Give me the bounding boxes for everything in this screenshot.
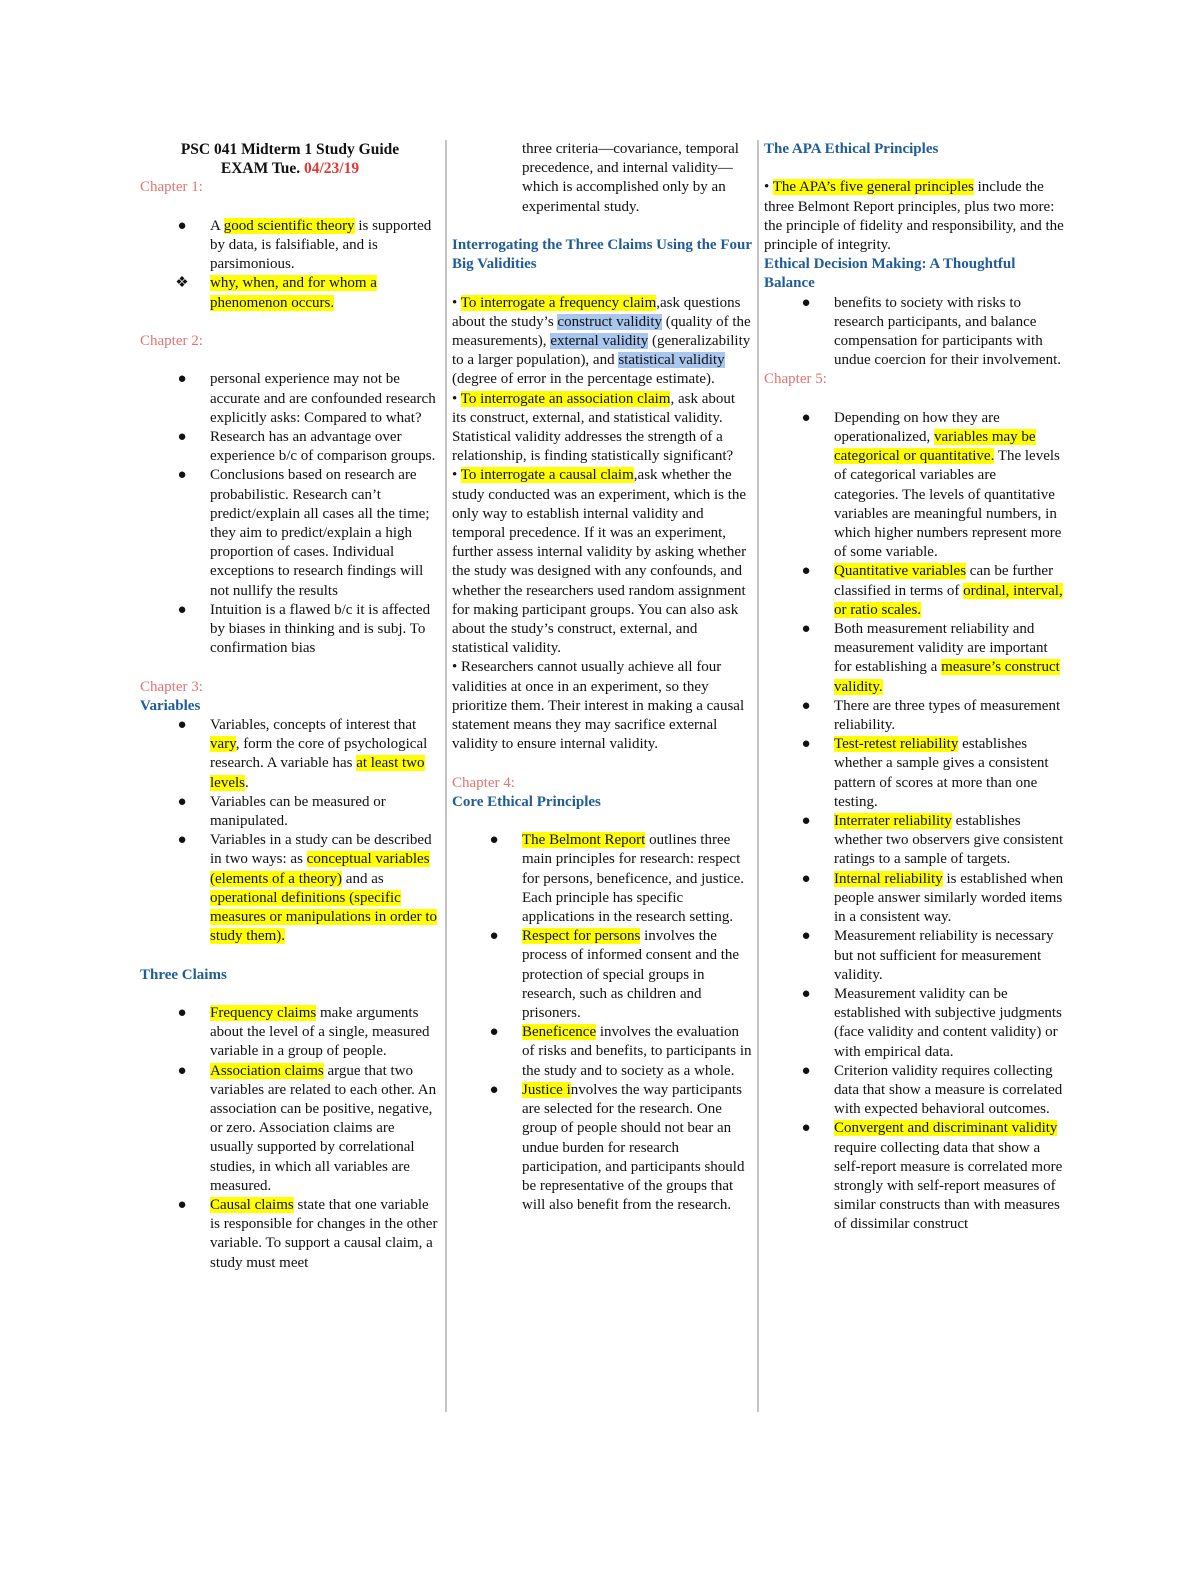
highlighted-text: why, when, and for whom a phenomenon occurs.	[210, 275, 377, 311]
apa-principles-heading: The APA Ethical Principles	[764, 141, 939, 157]
list-item-text	[522, 928, 739, 1021]
highlighted-text: Justice i	[522, 1081, 571, 1098]
list-item-text	[834, 410, 1061, 560]
bullet-icon: ●	[801, 621, 811, 638]
highlighted-text-blue: external validity	[550, 333, 649, 349]
three-claims-heading: Three Claims	[140, 966, 227, 983]
list-item	[140, 716, 440, 793]
body-text: ,ask whether the study conducted was an experiment, which is the only way to establish internal validity and temporal precedence. If it was an experiment, further assess internal validity by asking whether the study was designed with any confounds, and whether the researchers used random assignment for making participant groups. You can also ask about the study’s construct, external, and statistical validity.	[452, 467, 747, 657]
bullet-icon: ●	[801, 736, 811, 753]
body-text: (degree of error in the percentage estimate).	[452, 371, 715, 388]
bullet-icon: ●	[489, 1024, 499, 1041]
body-text: personal experience may not be accurate and are confounded research explicitly asks: Compared to what?	[210, 371, 436, 426]
body-text: •	[452, 467, 461, 484]
list-item-text	[834, 698, 1060, 733]
list-item-text	[210, 794, 386, 829]
body-text: make arguments about the level of a single, measured variable in a group of people.	[210, 1005, 430, 1060]
highlighted-text: Interrater reliability	[834, 813, 952, 830]
highlighted-text: Quantitative variables	[834, 563, 967, 580]
chapter-3-heading: Chapter 3:	[140, 678, 203, 695]
list-item	[764, 409, 1064, 563]
core-ethical-principles-heading: Core Ethical Principles	[452, 793, 601, 810]
ethical-decision-heading: Ethical Decision Making: A Thoughtful Balance	[764, 256, 1016, 292]
bullet-icon: ●	[801, 813, 811, 830]
list-item	[140, 601, 440, 659]
bullet-icon: ●	[177, 371, 187, 388]
bullet-icon: ●	[177, 467, 187, 484]
validities-heading: Interrogating the Three Claims Using the Four Big Validities	[452, 237, 752, 273]
list-item-text	[522, 1082, 744, 1213]
list-item	[452, 831, 752, 927]
column-2	[452, 140, 752, 1215]
list-item-text	[834, 813, 1063, 867]
bullet-icon: ●	[801, 870, 811, 887]
bullet-icon: ●	[177, 1062, 187, 1079]
list-item-text	[522, 832, 744, 925]
list-item	[764, 927, 1064, 985]
list-item	[140, 1062, 440, 1196]
validities-paragraphs	[452, 294, 752, 755]
list-item	[452, 1081, 752, 1215]
list-item-text	[210, 275, 377, 310]
body-text: Both measurement reliability and measurement validity are important for establishing a	[834, 621, 1048, 676]
column-1	[140, 140, 440, 1273]
highlighted-text: Internal reliability	[834, 870, 943, 887]
diamond-bullet-icon: ❖	[175, 275, 189, 292]
highlighted-text-blue: construct validity	[557, 313, 662, 330]
list-item	[764, 697, 1064, 735]
list-item	[764, 985, 1064, 1062]
body-text: (generalizability to a larger population), and	[452, 333, 751, 369]
highlighted-text: conceptual variables (elements of a theory)	[210, 851, 430, 887]
body-text: state that one variable is responsible for changes in the other variable. To support a causal claim, a study must meet	[210, 1197, 438, 1271]
body-text: .	[245, 774, 249, 791]
bullet-icon: ●	[177, 832, 187, 849]
list-item-text	[210, 371, 436, 425]
bullet-icon: ●	[177, 1005, 187, 1022]
chapter-4-heading: Chapter 4:	[452, 774, 515, 791]
list-item	[140, 831, 440, 946]
bullet-icon: ●	[177, 793, 187, 810]
highlighted-text: Convergent and discriminant validity	[834, 1120, 1058, 1137]
chapter-2-list	[140, 370, 440, 658]
body-text: •	[452, 390, 461, 407]
bullet-icon: ●	[801, 928, 811, 945]
exam-line	[140, 159, 440, 178]
list-item	[140, 217, 440, 275]
list-item-text	[210, 832, 437, 944]
page-title: PSC 041 Midterm 1 Study Guide	[180, 141, 400, 158]
list-item	[140, 428, 440, 466]
bullet-icon: ●	[801, 294, 811, 311]
list-item	[764, 620, 1064, 697]
highlighted-text: Association claims	[210, 1062, 324, 1079]
body-text: ,ask questions about the study’s	[452, 294, 741, 330]
body-text: establishes whether a sample gives a consistent pattern of scores at more than one testing.	[834, 736, 1049, 810]
list-item	[764, 562, 1064, 620]
list-item-text	[210, 218, 431, 272]
chapter-2-heading: Chapter 2:	[140, 333, 203, 349]
three-claims-list	[140, 1004, 440, 1273]
highlighted-text: Causal claims	[210, 1197, 294, 1214]
body-text: require collecting data that show a self-report measure is correlated more strongly with self-report measures of similar constructs than with measures of dissimilar construct	[834, 1139, 1063, 1233]
exam-date: 04/23/19	[304, 160, 360, 178]
list-item	[140, 466, 440, 600]
ethical-principles-list	[452, 831, 752, 1215]
list-item	[452, 927, 752, 1023]
list-item-text	[834, 1120, 1062, 1232]
list-item	[764, 1119, 1064, 1234]
body-text: argue that two variables are related to each other. An association can be positive, negative, or zero. Association claims are usually supported by correlational studies, in which all variables are measured.	[210, 1062, 437, 1194]
body-text: Variables, concepts of interest that	[210, 717, 417, 734]
bullet-icon: ●	[801, 563, 811, 580]
body-text: Depending on how they are operationalized,	[834, 409, 1000, 446]
bullet-icon: ●	[801, 985, 811, 1002]
body-text: There are three types of measurement reliability.	[834, 697, 1061, 734]
list-item	[140, 793, 440, 831]
highlighted-text: good scientific theory	[223, 217, 355, 234]
body-text: can be further classified in terms of	[834, 563, 1054, 599]
column-3	[764, 140, 1064, 1235]
list-item-text	[522, 1024, 752, 1078]
list-item-text	[834, 621, 1060, 695]
body-text: Measurement reliability is necessary but not sufficient for measurement validity.	[834, 928, 1054, 983]
paragraph	[452, 466, 752, 658]
highlighted-text: at least two levels	[210, 755, 425, 791]
bullet-icon: ●	[801, 697, 811, 714]
ethical-decision-list	[764, 294, 1064, 371]
body-text: involves the process of informed consent and the protection of special groups in research, such as children and prisoners.	[522, 928, 740, 1022]
body-text: include the three Belmont Report principles, plus two more: the principle of fidelity and responsibility, and the principle of integrity.	[764, 179, 1064, 253]
list-item-text	[834, 295, 1061, 369]
column-divider-2	[757, 140, 759, 1412]
highlighted-text: variables may be categorical or quantitative.	[834, 429, 1036, 465]
paragraph	[452, 294, 752, 390]
list-item	[140, 1196, 440, 1273]
body-text: nvolves the way participants are selected for the research. One group of people should not bear an undue burden for research participation, and participants should be representative of the groups that will also benefit from the research.	[522, 1081, 745, 1214]
bullet-icon: ●	[801, 1062, 811, 1079]
body-text: , form the core of psychological research. A variable has	[210, 736, 428, 772]
bullet-icon: ●	[489, 832, 499, 849]
column-divider-1	[445, 140, 447, 1412]
list-item-text	[210, 429, 435, 464]
chapter-1-heading: Chapter 1:	[140, 179, 203, 196]
list-item-text	[834, 563, 1063, 617]
list-item	[140, 370, 440, 428]
list-item	[764, 870, 1064, 928]
highlighted-text: The APA’s five general principles	[772, 179, 974, 196]
list-item-text	[210, 717, 427, 791]
body-text: •	[452, 294, 461, 311]
list-item-text	[210, 1197, 437, 1271]
highlighted-text: ordinal, interval, or ratio scales.	[834, 582, 1063, 618]
chapter-1-list	[140, 217, 440, 313]
list-item	[764, 294, 1064, 371]
body-text: A	[210, 217, 224, 234]
body-text: Variables in a study can be described in two ways: as	[210, 832, 432, 868]
highlighted-text: The Belmont Report	[522, 832, 646, 849]
bullet-icon: ●	[801, 1120, 811, 1137]
list-item-text	[834, 736, 1049, 810]
body-text: The levels of categorical variables are categories. The levels of quantitative variables are meaningful numbers, in which higher numbers represent more of some variable.	[834, 448, 1062, 561]
body-text: (quality of the measurements),	[452, 313, 751, 349]
list-item-text	[210, 1063, 436, 1194]
body-text: • Researchers cannot usually achieve all four validities at once in an experiment, so they prioritize them. Their interest in making a causal statement means they may sacrifice external validity to ensure internal validity.	[452, 659, 745, 753]
body-text: three criteria—covariance, temporal precedence, and internal validity—which is accomplished only by an experimental study.	[522, 141, 739, 215]
highlighted-text: vary	[210, 736, 236, 753]
body-text: Intuition is a flawed b/c it is affected by biases in thinking and is subj. To confirmation bias	[210, 601, 431, 657]
body-text: Criterion validity requires collecting data that show a measure is correlated with expected behavioral outcomes.	[834, 1062, 1063, 1118]
paragraph	[452, 390, 752, 467]
bullet-icon: ●	[177, 717, 187, 734]
body-text: •	[764, 179, 773, 196]
causal-claim-continuation	[452, 140, 752, 217]
list-item	[452, 1023, 752, 1081]
body-text: Conclusions based on research are probabilistic. Research can’t predict/explain all cases all the time; they aim to predict/explain a high proportion of cases. Individual exceptions to research findings will not nullify the results	[210, 467, 430, 599]
highlighted-text: operational definitions (specific measures or manipulations in order to study them).	[210, 889, 438, 945]
highlighted-text: Beneficence	[522, 1024, 597, 1041]
highlighted-text: To interrogate a frequency claim	[460, 294, 657, 311]
list-item	[764, 735, 1064, 812]
list-item	[140, 274, 440, 312]
list-item-text	[210, 602, 430, 656]
body-text: is established when people answer similarly worded items in a consistent way.	[834, 870, 1064, 926]
body-text: Measurement validity can be established with subjective judgments (face validity and content validity) or with empirical data.	[834, 985, 1062, 1060]
body-text: is supported by data, is falsifiable, and is parsimonious.	[210, 217, 432, 273]
body-text: , ask about its construct, external, and statistical validity. Statistical validity addresses the strength of a relationship, is finding statistically significant?	[452, 390, 736, 465]
highlighted-text: Frequency claims	[210, 1005, 317, 1022]
bullet-icon: ●	[489, 928, 499, 945]
chapter-5-heading: Chapter 5:	[764, 371, 827, 388]
list-item-text	[834, 1063, 1062, 1117]
highlighted-text: Respect for persons	[522, 928, 641, 945]
chapter-5-list	[764, 409, 1064, 1235]
exam-label: EXAM Tue.	[220, 160, 301, 178]
paragraph	[452, 658, 752, 754]
bullet-icon: ●	[489, 1081, 499, 1098]
list-item-text	[210, 467, 430, 598]
body-text: and as	[342, 870, 384, 887]
body-text: outlines three main principles for research: respect for persons, beneficence, and justice. Each principle has specific applications in the research setting.	[522, 832, 744, 926]
body-text: Research has an advantage over experience b/c of comparison groups.	[210, 429, 436, 465]
body-text: involves the evaluation of risks and benefits, to participants in the study and to society as a whole.	[522, 1024, 752, 1079]
highlighted-text: Test-retest reliability	[834, 736, 959, 753]
list-item	[764, 812, 1064, 870]
highlighted-text: To interrogate a causal claim	[460, 467, 634, 484]
body-text: establishes whether two observers give consistent ratings to a sample of targets.	[834, 813, 1064, 868]
list-item-text	[210, 1005, 430, 1059]
bullet-icon: ●	[801, 409, 811, 426]
list-item	[140, 1004, 440, 1062]
variables-heading: Variables	[140, 697, 201, 714]
bullet-icon: ●	[177, 429, 187, 445]
bullet-icon: ●	[177, 601, 187, 618]
list-item	[764, 1062, 1064, 1120]
variables-list	[140, 716, 440, 946]
highlighted-text: To interrogate an association claim	[460, 390, 671, 407]
list-item-text	[834, 986, 1062, 1060]
list-item-text	[834, 928, 1054, 982]
body-text: Variables can be measured or manipulated.	[210, 793, 386, 830]
list-item-text	[834, 871, 1063, 925]
highlighted-text-blue: statistical validity	[618, 352, 725, 369]
body-text: benefits to society with risks to research participants, and balance compensation for participants with undue coercion for their involvement.	[834, 294, 1062, 369]
apa-principles-paragraph	[764, 178, 1064, 255]
highlighted-text: measure’s construct validity.	[834, 659, 1060, 695]
bullet-icon: ●	[177, 1197, 187, 1214]
bullet-icon: ●	[177, 217, 187, 234]
